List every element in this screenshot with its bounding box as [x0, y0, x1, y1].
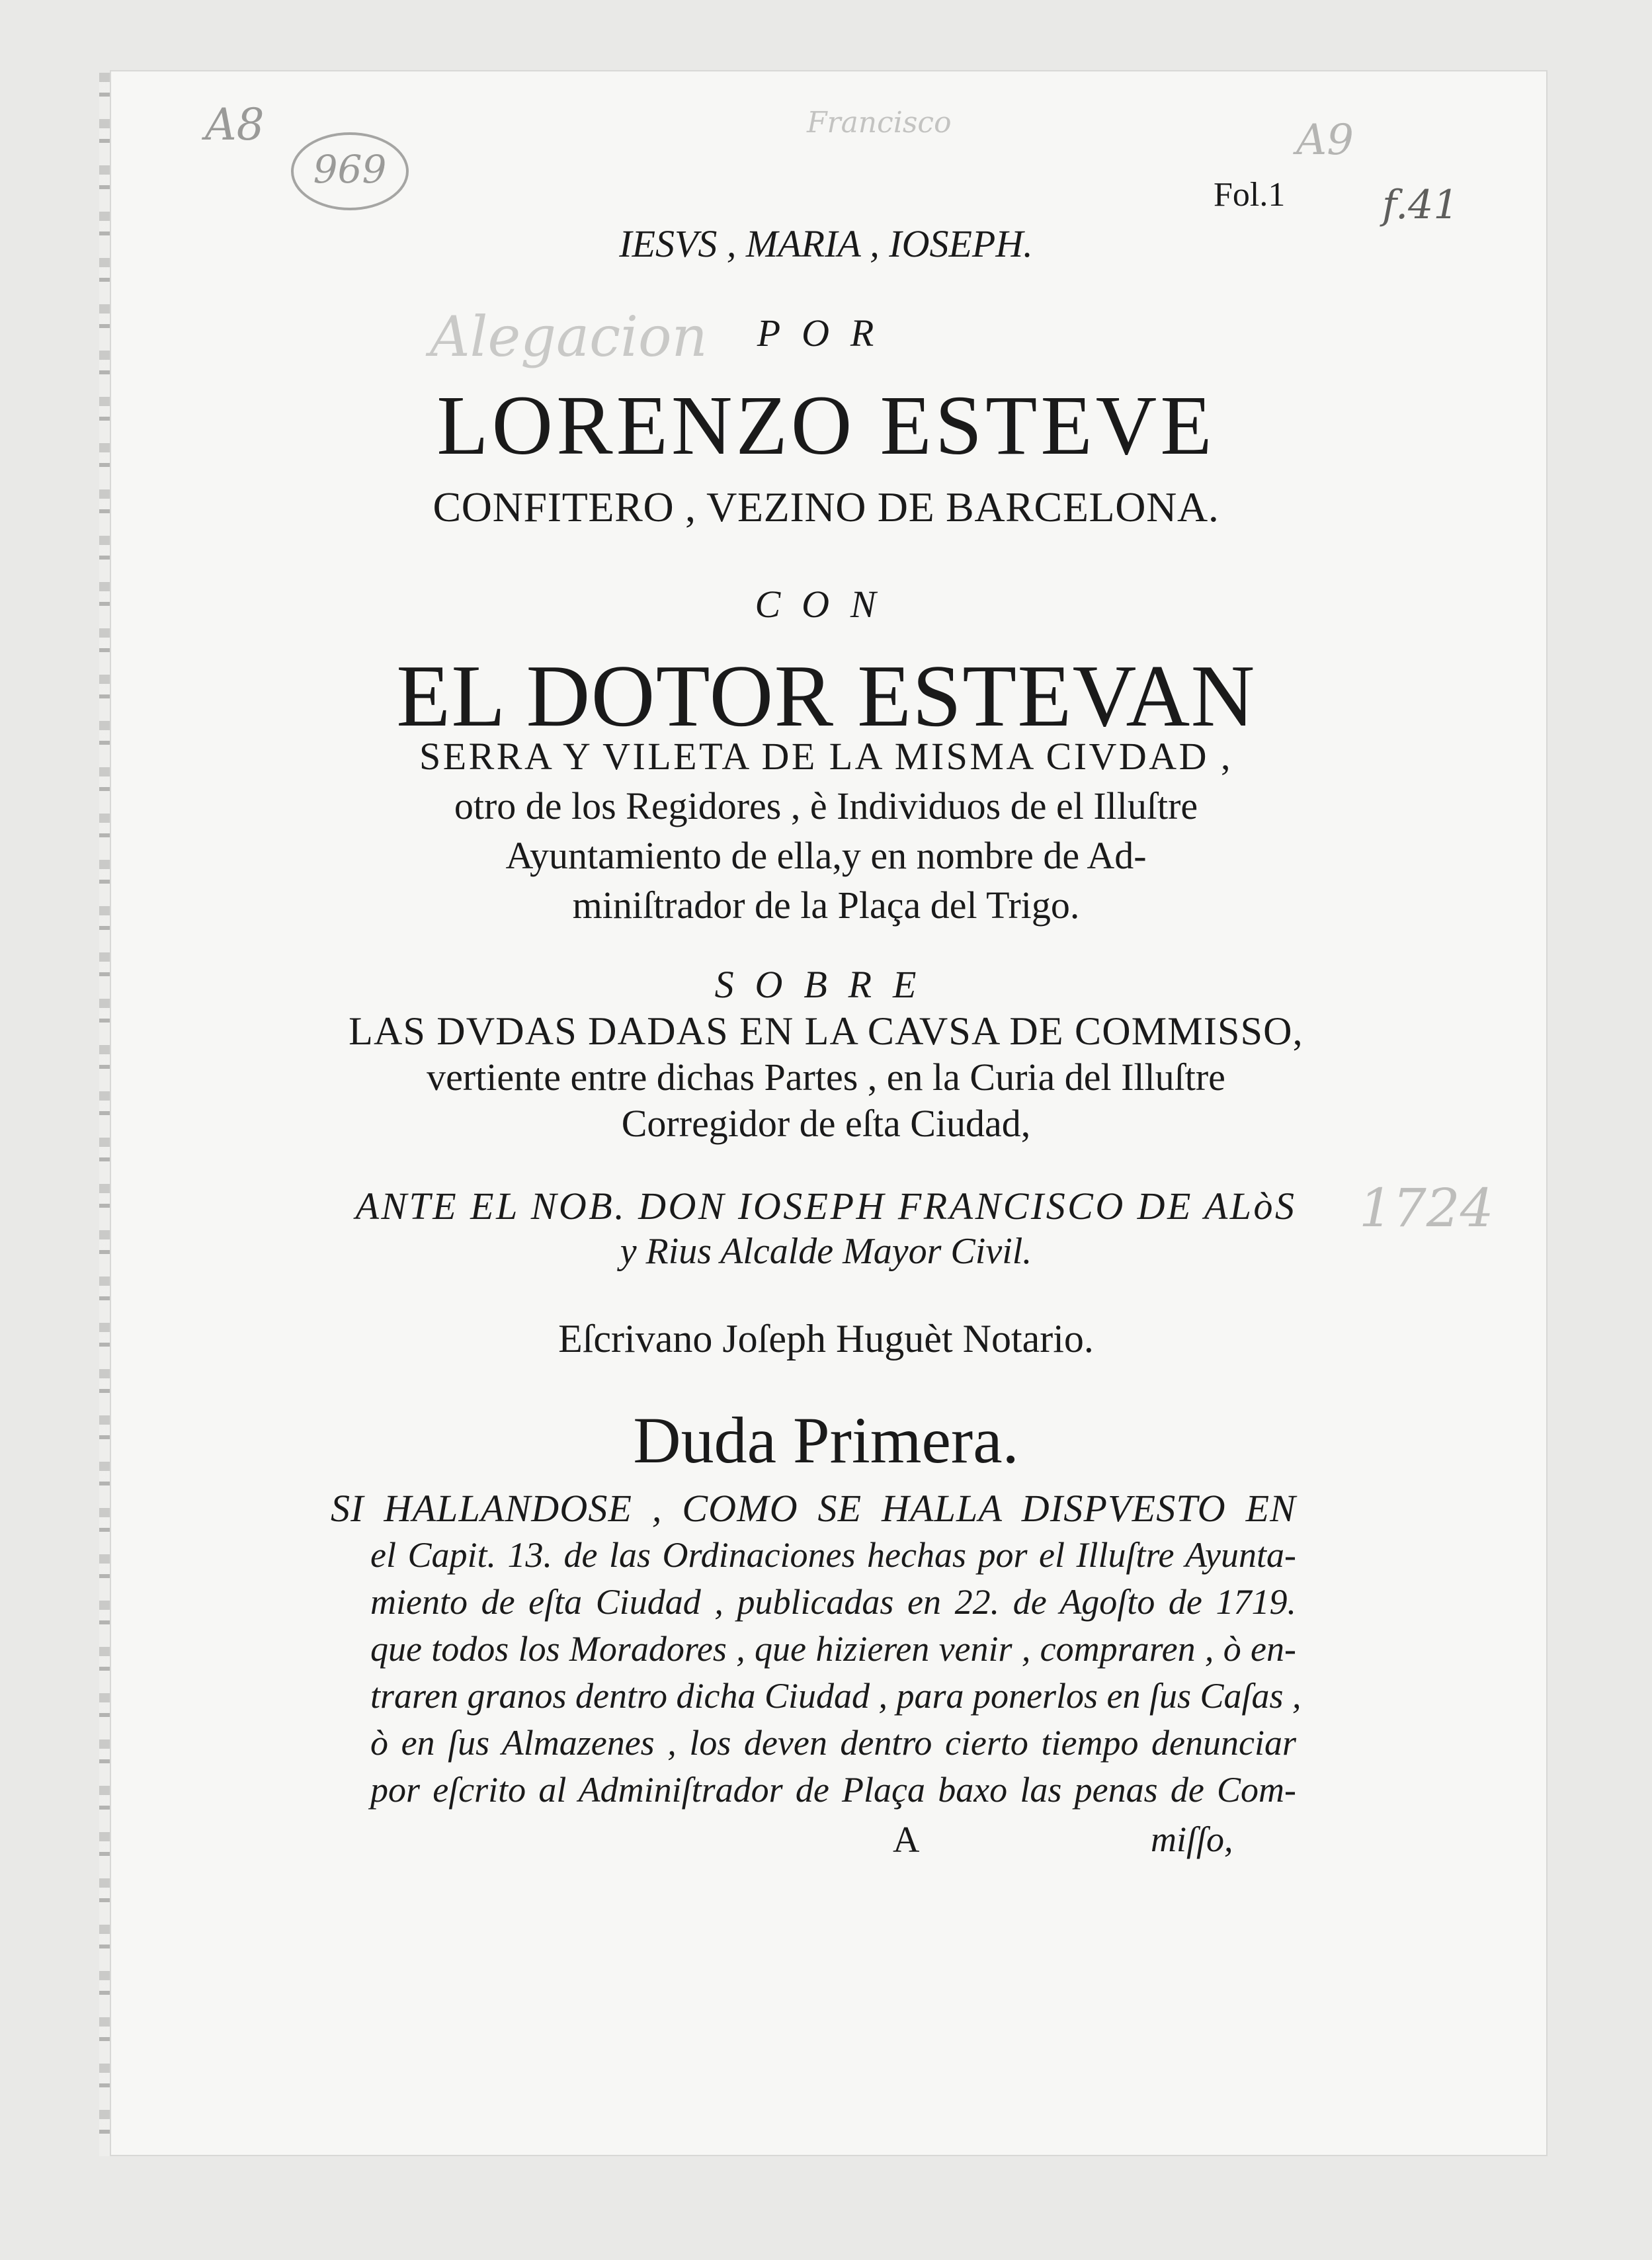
body-line: el Capit. 13. de las Ordinaciones hechas por el Illuſtre Ayunta-: [370, 1535, 1296, 1575]
subject-line: Corregidor de eſta Ciudad,: [621, 1102, 1031, 1145]
judge-line: y Rius Alcalde Mayor Civil.: [620, 1231, 1032, 1272]
party2-line: otro de los Regidores , è Individuos de el Illuſtre: [454, 784, 1198, 827]
title-note: Alegacion: [430, 304, 708, 369]
folio-label: Fol.1: [1214, 176, 1286, 214]
section-heading: Duda Primera.: [633, 1403, 1019, 1477]
invocation: IESVS , MARIA , IOSEPH.: [619, 222, 1033, 265]
body-line: por eſcrito al Adminiſtrador de Plaça baxo las penas de Com-: [370, 1770, 1296, 1810]
section-body: [331, 1485, 1301, 1814]
body-line: SI HALLANDOSE , COMO SE HALLA DISPVESTO EN: [331, 1487, 1296, 1530]
folio-number-handwritten: f.41: [1382, 182, 1459, 228]
party1-name: LORENZO ESTEVE: [436, 378, 1216, 472]
party2-line: SERRA Y VILETA DE LA MISMA CIVDAD ,: [419, 735, 1233, 778]
judge-line: ANTE EL NOB. DON IOSEPH FRANCISCO DE ALòS: [355, 1185, 1297, 1228]
archive-mark: A8: [205, 99, 265, 150]
body-line: ò en ſus Almazenes , los deven dentro cierto tiempo denunciar: [370, 1723, 1296, 1763]
archive-code: A9: [1296, 116, 1354, 165]
signature-mark: A: [893, 1820, 920, 1861]
pencil-note: Francisco: [807, 106, 952, 140]
con-label: CON: [755, 583, 897, 626]
party1-description: CONFITERO , VEZINO DE BARCELONA.: [433, 483, 1219, 530]
body-line: que todos los Moradores , que hizieren venir , compraren , ò en-: [370, 1629, 1296, 1669]
catchword: miſſo,: [1151, 1820, 1233, 1859]
body-line: traren granos dentro dicha Ciudad , para ponerlos en ſus Caſas ,: [370, 1676, 1301, 1716]
party2-name: EL DOTOR ESTEVAN: [396, 647, 1256, 745]
circled-number-text: 969: [313, 147, 387, 192]
subject-line: vertiente entre dichas Partes , en la Curia del Illuſtre: [427, 1056, 1225, 1099]
subject-line: LAS DVDAS DADAS EN LA CAVSA DE COMMISSO,: [349, 1009, 1303, 1053]
party2-line: Ayuntamiento de ella,y en nombre de Ad-: [505, 834, 1147, 877]
sobre-label: SOBRE: [714, 963, 938, 1006]
escrivano-line: Eſcrivano Joſeph Huguèt Notario.: [558, 1317, 1094, 1360]
por-label: POR: [757, 312, 895, 355]
party2-line: miniſtrador de la Plaça del Trigo.: [572, 884, 1080, 927]
body-line: miento de eſta Ciudad , publicadas en 22. de Agoſto de 1719.: [370, 1582, 1296, 1622]
circled-number: [291, 132, 409, 210]
year-note: 1724: [1359, 1177, 1494, 1239]
